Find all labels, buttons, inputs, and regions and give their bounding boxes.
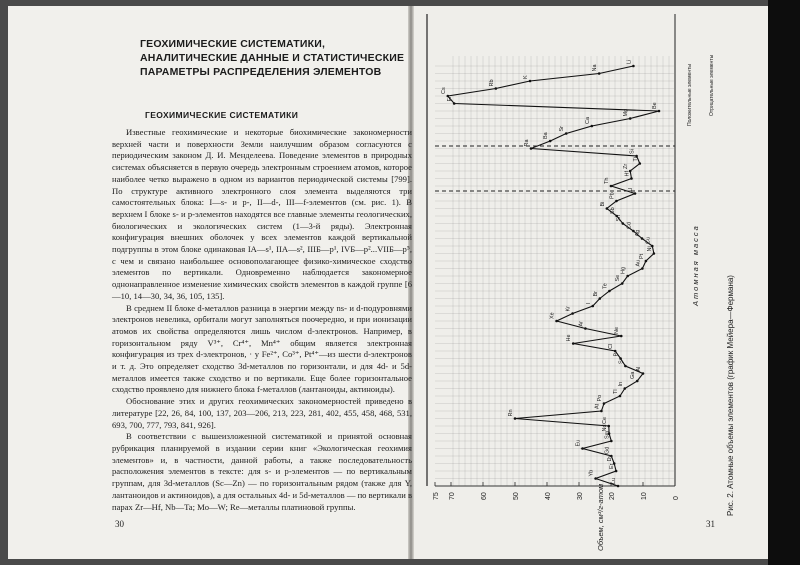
element-label: Cl: [608, 343, 615, 349]
value-tick-label: 50: [513, 492, 520, 500]
value-tick-label: 70: [449, 492, 456, 500]
element-label: Rn: [508, 409, 514, 417]
data-point: [594, 477, 597, 480]
value-tick-label: 10: [641, 492, 648, 500]
element-label: Nd: [602, 424, 609, 432]
element-label: Th: [604, 177, 610, 184]
element-label: Sr: [559, 126, 566, 132]
value-tick-label: 40: [545, 492, 552, 500]
data-point: [514, 417, 517, 420]
value-tick-label: 0: [673, 496, 680, 500]
element-label: Ce: [601, 416, 608, 424]
mass-axis-title: Атомная масса: [691, 224, 700, 306]
chapter-title: [140, 37, 415, 79]
value-tick-label: 20: [609, 492, 616, 500]
data-point: [619, 357, 622, 360]
atomic-volume-chart: [413, 6, 768, 559]
data-point: [629, 117, 632, 120]
element-label: Bi: [599, 201, 606, 207]
data-point: [453, 102, 456, 105]
element-label: Ca: [584, 116, 591, 124]
data-point: [591, 125, 594, 128]
element-label: Dy: [607, 454, 614, 462]
element-label: Pb: [609, 192, 616, 199]
chart-svg: [413, 6, 768, 559]
data-point: [641, 267, 644, 270]
data-point: [645, 260, 648, 263]
data-point: [626, 275, 629, 278]
data-point: [622, 222, 625, 225]
data-point: [615, 470, 618, 473]
value-tick-label: 30: [577, 492, 584, 500]
element-label: Sb: [609, 207, 616, 214]
data-point: [615, 200, 618, 203]
data-point: [610, 185, 613, 188]
element-label: Zr: [623, 163, 630, 169]
data-point: [658, 110, 661, 113]
data-point: [600, 410, 603, 413]
chapter-title-line: ГЕОХИМИЧЕСКИЕ СИСТЕМАТИКИ,: [140, 38, 326, 50]
chapter-title-line: АНАЛИТИЧЕСКИЕ ДАННЫЕ И СТАТИСТИЧЕСКИЕ: [140, 52, 405, 64]
element-label: Rb: [488, 79, 495, 87]
element-label: Be: [652, 102, 658, 109]
data-point: [621, 282, 624, 285]
page-number-left: 30: [115, 519, 124, 529]
element-label: Br: [592, 291, 599, 297]
element-label: Ra: [524, 139, 530, 147]
paragraph: В среднем II блоке d-металлов разница в энергии между ns- и d-подуровнями электронов невелика, орбитали могут заполняться поочередно, и при ионизации атомов их свойства определяются лишь числом d-электронов. Например, в горизонтальном ряду V³⁺, Cr⁴⁺, Mn⁴⁺ общим является электронная конфигурация из трех d-электронов, · у Fe²⁺, Co³⁺, Pt⁴⁺—из шести d-электронов и т. д. Это определяет сходство 3d-металлов по горизонтали, и для 4d- и 5d-металлов имеется также сходство и по вертикали. Еще более горизонтальное сходство проявлено для нижнего блока f-металлов (лантаноиды, актиноиды).: [112, 302, 412, 395]
element-label: Pt: [638, 253, 645, 259]
body-text: [112, 127, 412, 513]
element-label: Ag: [635, 229, 642, 237]
element-label: Cu: [645, 236, 652, 244]
element-label: He: [566, 334, 573, 342]
paragraph: Обоснование этих и других геохимических закономерностей приведено в литературе [22, 26, 84, 100, 137, 203—206, 213, 223, 281, 402, 455, 458, 468, 531, 693, 700, 777, 793, 841, 926].: [112, 396, 412, 430]
element-label: Yb: [588, 469, 595, 477]
element-label: Sm: [604, 430, 611, 439]
figure-caption: Рис. 2. Атомные объемы элементов (график Мейера—Фермана): [726, 275, 735, 516]
data-point: [495, 87, 498, 90]
value-tick-label: 75: [433, 492, 440, 500]
element-label: Xe: [549, 312, 556, 319]
data-point: [555, 320, 558, 323]
element-label: Hf: [624, 171, 631, 177]
element-label: Cd: [626, 221, 633, 229]
data-point: [624, 365, 627, 368]
element-label: Mg: [623, 108, 630, 117]
legend-label: Положительные элементы: [687, 64, 693, 126]
data-point: [572, 342, 575, 345]
data-point: [599, 297, 602, 300]
element-label: S: [618, 360, 625, 364]
data-point: [617, 485, 620, 488]
data-point: [642, 372, 645, 375]
element-label: Ar: [578, 321, 585, 327]
element-label: K: [523, 75, 530, 79]
element-label: Er: [609, 463, 616, 469]
data-point: [634, 192, 637, 195]
element-label: At: [594, 403, 601, 409]
data-point: [606, 207, 609, 210]
element-label: Si: [629, 149, 636, 154]
chapter-title-line: ПАРАМЕТРЫ РАСПРЕДЕЛЕНИЯ ЭЛЕМЕНТОВ: [140, 66, 382, 78]
element-label: Kr: [565, 306, 572, 312]
element-label: Li: [626, 59, 633, 64]
data-point: [565, 132, 568, 135]
element-label: Fr: [447, 96, 454, 102]
element-label: P: [613, 352, 620, 357]
element-label: Eu: [575, 439, 582, 447]
data-point: [619, 395, 622, 398]
data-point: [591, 305, 594, 308]
legend-label: Отрицательные элементы: [709, 54, 715, 116]
data-point: [529, 80, 532, 83]
section-title: ГЕОХИМИЧЕСКИЕ СИСТЕМАТИКИ: [145, 110, 299, 120]
data-point: [636, 380, 639, 383]
element-label: Hg: [620, 266, 627, 274]
data-point: [603, 402, 606, 405]
element-label: Ti: [632, 157, 639, 162]
data-point: [549, 140, 552, 143]
paragraph: В соответствии с вышеизложенной систематикой и принятой основная рубрикация планируемой в издании серии книг «Экологическая геохимия элементов» и, в частности, данной работы, а также последовательность расположения элементов в тексте: для s- и p-элементов — по вертикальным группам, для 3d-металлов (Sc—Zn) — по горизонтальным рядом (также для Y, лантаноидов и актиноидов), а для остальных 4d- и 5d-металлов — по вертикали в парах Zr—Hf, Nb—Ta; Mo—W; Re—металлы платиновой группы.: [112, 431, 412, 512]
data-point: [620, 335, 623, 338]
page-number-right: 31: [706, 519, 715, 529]
value-axis-title: Объем, см³/г-атом: [596, 483, 605, 551]
data-point: [571, 312, 574, 315]
element-label: Na: [592, 64, 599, 72]
data-point: [653, 252, 656, 255]
element-label: Gd: [604, 446, 611, 454]
data-point: [632, 65, 635, 68]
scanner-edge: [768, 0, 800, 565]
element-label: Lu: [611, 477, 618, 484]
value-tick-label: 60: [481, 492, 488, 500]
data-point: [584, 327, 587, 330]
data-point: [635, 155, 638, 158]
data-point: [639, 162, 642, 165]
data-point: [530, 147, 533, 150]
element-label: Ba: [543, 132, 550, 139]
paragraph: Известные геохимические и некоторые биохимические закономерности верхней части и поверхности Земли наилучшим образом согласуются с периодическим законом Д. И. Менделеева. Поведение элементов в природных системах объясняется в первую очередь электронным строением атомов, которое наиболее четко выражено в одном из вариантов периодической системы [799]. По структуре активного электронного слоя элемента выделяются три самостоятельных блока: I—s- и p-, II—d-, III—f-элементов (см. рис. 1). В верхнем I блоке s- и p-элементов находятся все главные элементы геологических, биологических и экологических систем (1—3-й ряды). Электронная конфигурация внешних оболочек у всех элементов каждой вертикальной подгруппы в этом блоке одинаковая IA—s¹, IIA—s², IIIБ—p¹, IVБ—p²...VIIБ—p⁵, с чем и связано наибольшее основополагающее физико-химическое сходство элементов по вертикали. Одновременно наблюдается закономерное однонаправленное изменение химических свойств элементов в каждой группе [6—10, 14—30, 34, 36, 105, 135].: [112, 127, 412, 301]
element-label: Po: [596, 394, 603, 402]
data-point: [598, 72, 601, 75]
element-label: Cs: [440, 87, 447, 94]
data-point: [614, 350, 617, 353]
data-point: [641, 237, 644, 240]
data-point: [610, 440, 613, 443]
element-label: Sn: [615, 214, 622, 222]
element-label: I: [585, 302, 592, 304]
element-label: Ne: [614, 326, 621, 334]
element-label: Se: [615, 274, 622, 282]
data-point: [630, 177, 633, 180]
element-label: Au: [635, 259, 642, 267]
data-point: [581, 447, 584, 450]
element-label: Te: [602, 283, 609, 289]
element-label: U: [628, 187, 634, 192]
element-label: Al: [636, 366, 642, 372]
element-label: Ga: [630, 371, 637, 379]
element-label: In: [617, 381, 624, 387]
data-point: [623, 387, 626, 390]
element-label: Tl: [612, 389, 619, 394]
element-label: Ni: [646, 246, 653, 252]
data-point: [608, 290, 611, 293]
